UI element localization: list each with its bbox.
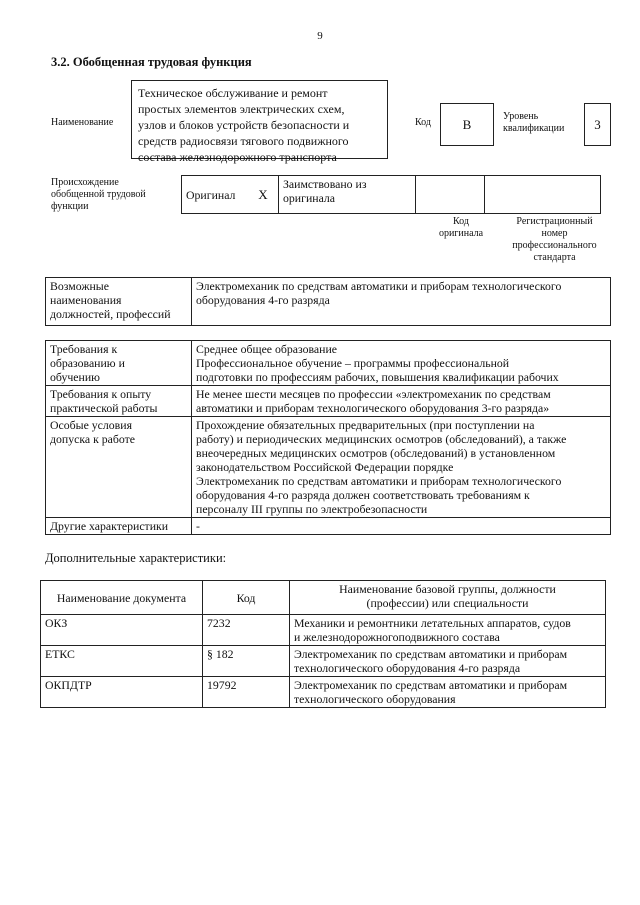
header-doc: Наименование документа [41,581,203,615]
borrowed-label [279,176,416,214]
caption-line: Регистрационный [516,216,593,227]
requirements-row [46,417,611,518]
requirements-row [46,518,611,535]
origin-label-line: обобщенной трудовой [51,189,146,200]
borrowed-label-line: Заимствовано из [283,177,367,191]
value-line: персоналу III группы по электробезопасности [196,502,428,516]
requirements-table [45,340,611,535]
label-line: образованию и [50,356,125,370]
requirement-value [192,417,611,518]
row-name [290,677,606,708]
row-name [290,646,606,677]
row-doc: ОКПДТР [41,677,203,708]
function-name-line: средств радиосвязи тягового подвижного [138,134,349,148]
requirement-label [46,417,192,518]
row-code: § 182 [203,646,290,677]
value-line: Электромеханик по средствам автоматики и приборам технологического [196,474,562,488]
header-line: (профессии) или специальности [366,596,529,610]
caption-line: профессионального [512,240,597,251]
function-name-line: простых элементов электрических схем, [138,102,345,116]
row-line: технологического оборудования [294,692,456,706]
level-label-line: квалификации [503,123,565,134]
positions-value [192,278,611,326]
reg-number-cell [485,176,601,214]
function-name-line: Техническое обслуживание и ремонт [138,86,328,100]
origin-label [51,177,146,213]
row-line: Электромеханик по средствам автоматики и приборам [294,678,568,692]
caption-line: номер [541,228,568,239]
row-line: Механики и ремонтники летательных аппаратов, судов [294,616,571,630]
row-line: Электромеханик по средствам автоматики и приборам [294,647,568,661]
origin-label-line: функции [51,201,89,212]
value-line: оборудования 4-го разряда должен соответствовать требованиям к [196,488,530,502]
label-line: должностей, профессий [50,307,171,321]
value-line: Среднее общее образование [196,342,338,356]
label-line: Требования к опыту [50,387,152,401]
code-caption [428,216,494,240]
function-name-line: состава железнодорожного транспорта [138,150,337,164]
level-label-line: Уровень [503,111,539,122]
original-mark: X [248,176,279,214]
label-line: наименования [50,293,122,307]
section-title: 3.2. Обобщенная трудовая функция [51,55,252,69]
code-value: B [440,103,494,146]
header-line: Наименование базовой группы, должности [339,582,556,596]
label-line: Особые условия [50,418,132,432]
additional-table [40,580,606,708]
value-line: Не менее шести месяцев по профессии «электромеханик по средствам [196,387,551,401]
borrowed-label-line: оригинала [283,191,336,205]
additional-title: Дополнительные характеристики: [45,551,227,565]
label-line: Требования к [50,342,118,356]
positions-table [45,277,611,326]
requirement-label [46,386,192,417]
row-line: и железнодорожногоподвижного состава [294,630,500,644]
requirement-label [46,341,192,386]
label-line: Возможные [50,279,109,293]
value-line: Профессиональное обучение – программы профессиональной [196,356,510,370]
caption-line: оригинала [438,228,484,239]
function-name-line: узлов и блоков устройств безопасности и [138,118,350,132]
original-code-cell [416,176,485,214]
value-line: оборудования 4-го разряда [196,293,330,307]
value-line: внеочередных медицинских осмотров (обследований) в установленном [196,446,556,460]
label-line: обучению [50,370,100,384]
origin-table [181,175,601,214]
requirement-value [192,518,611,535]
additional-header-row [41,581,606,615]
label-line: практической работы [50,401,158,415]
table-row [41,646,606,677]
caption-line: стандарта [533,252,576,263]
function-name-box [131,80,388,164]
value-line: Электромеханик по средствам автоматики и приборам технологического [196,279,562,293]
label-line: Другие характеристики [50,519,169,533]
reg-caption [496,216,613,264]
row-line: технологического оборудования 4-го разряда [294,661,521,675]
row-code: 7232 [203,615,290,646]
header-name [290,581,606,615]
value-line: Прохождение обязательных предварительных (при поступлении на [196,418,535,432]
label-line: допуска к работе [50,432,136,446]
origin-label-line: Происхождение [51,177,119,188]
page-number: 9 [317,30,323,42]
row-doc: ОКЗ [41,615,203,646]
header-code: Код [203,581,290,615]
requirements-row [46,341,611,386]
row-code: 19792 [203,677,290,708]
value-line: подготовки по профессиям рабочих, повышения квалификации рабочих [196,370,559,384]
code-label: Код [415,117,431,128]
table-row [41,615,606,646]
requirement-label [46,518,192,535]
requirements-row [46,386,611,417]
row-name [290,615,606,646]
positions-label [46,278,192,326]
value-line: работу) и периодических медицинских осмотров (обследований), а также [196,432,567,446]
value-line: автоматики и приборам технологического оборудования 3-го разряда» [196,401,550,415]
requirement-value [192,341,611,386]
table-row [41,677,606,708]
requirement-value [192,386,611,417]
level-value: 3 [584,103,611,146]
value-line: законодательством Российской Федерации порядке [196,460,454,474]
row-doc: ЕТКС [41,646,203,677]
value-line: - [196,519,200,533]
caption-line: Код [453,216,469,227]
original-label: Оригинал [182,176,249,214]
name-label: Наименование [51,117,114,128]
level-label [503,111,564,135]
